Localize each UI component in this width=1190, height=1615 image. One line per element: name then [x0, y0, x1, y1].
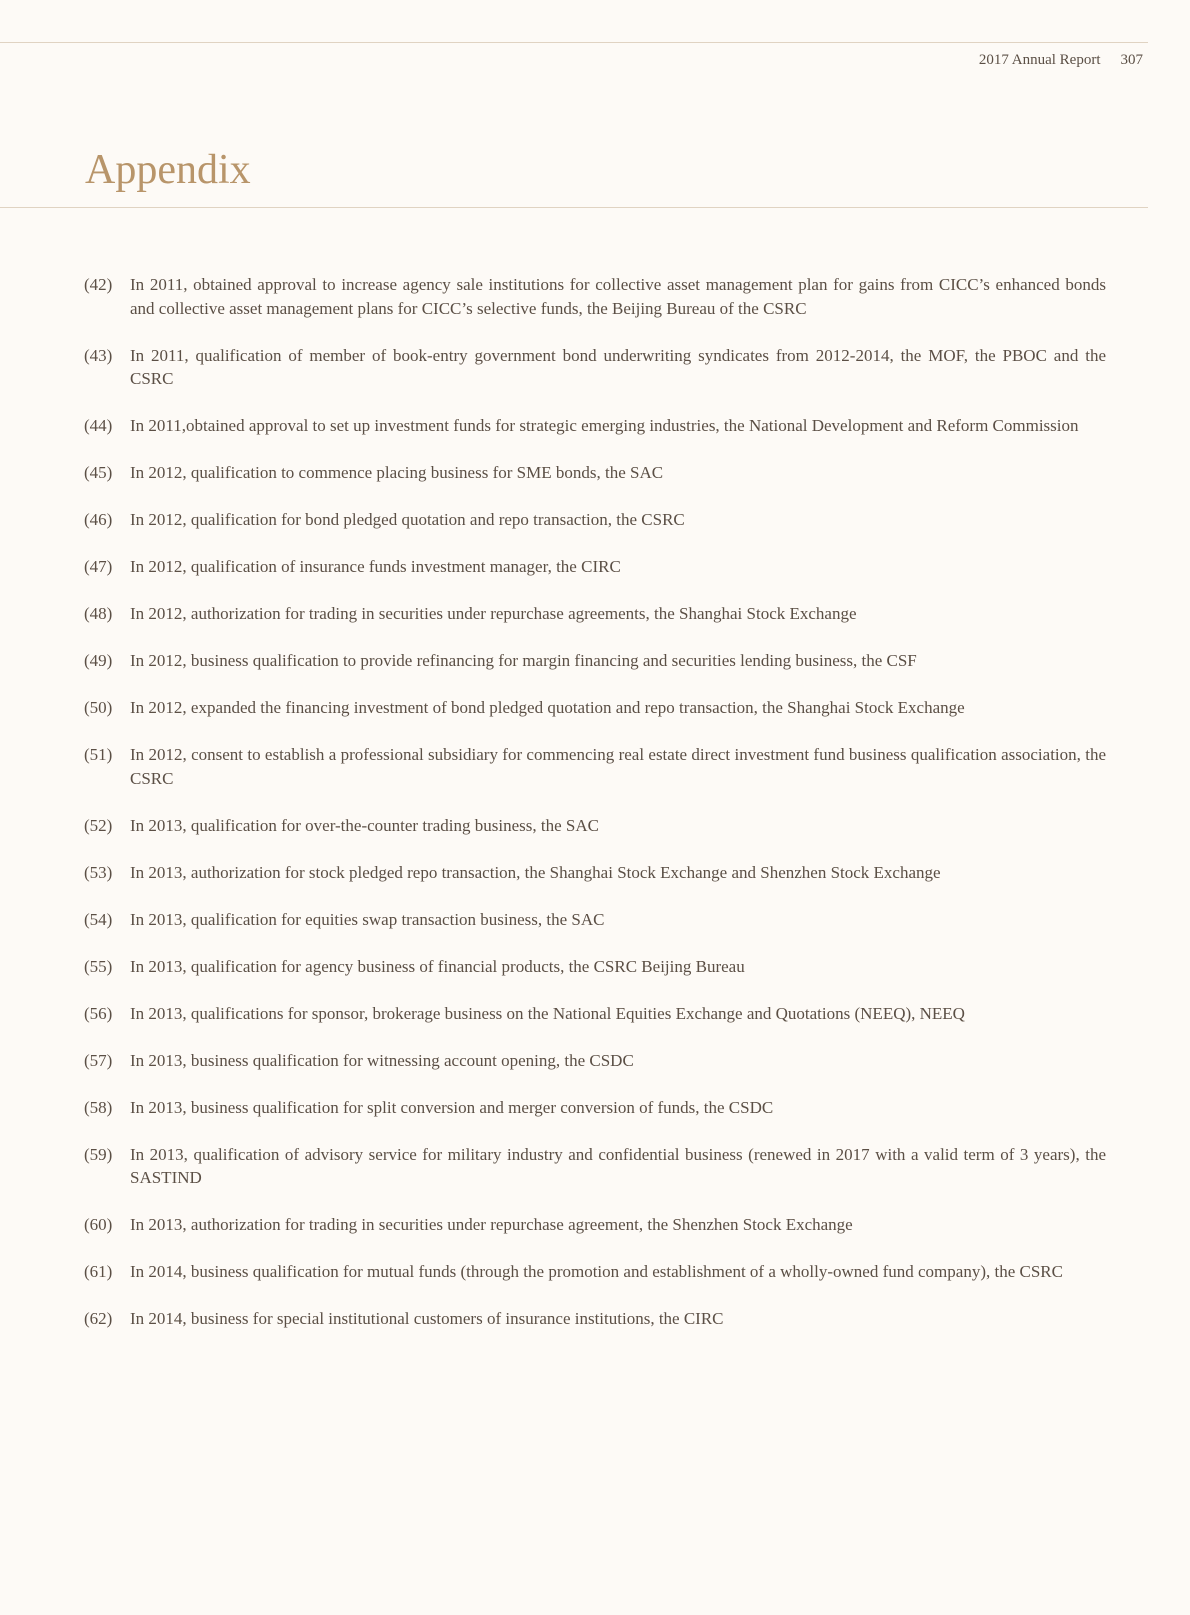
list-item	[84, 696, 1106, 720]
item-text: In 2013, qualification for equities swap transaction business, the SAC	[130, 909, 605, 929]
list-item	[84, 1096, 1106, 1120]
item-number: (52)	[84, 815, 113, 835]
item-number: (58)	[84, 1097, 113, 1117]
qualification-list	[84, 273, 1106, 1354]
item-text: In 2011, qualification of member of book-entry government bond underwriting syndicates from 2012-2014, the MOF, the PBOC and the CSRC	[130, 345, 1106, 388]
item-number: (50)	[84, 698, 113, 717]
item-text: In 2012, consent to establish a professional subsidiary for commencing real estate direct investment fund business qualification association, the CSRC	[130, 745, 1106, 788]
item-number: (44)	[84, 416, 113, 435]
list-item	[84, 649, 1106, 673]
list-item	[84, 1213, 1106, 1237]
page-title: Appendix	[85, 147, 251, 193]
item-text: In 2012, qualification of insurance funds investment manager, the CIRC	[130, 557, 621, 576]
item-text: In 2012, qualification to commence placing business for SME bonds, the SAC	[130, 463, 664, 482]
page-header	[959, 52, 1143, 69]
item-text: In 2012, business qualification to provide refinancing for margin financing and securities lending business, the CSF	[130, 651, 917, 670]
list-item	[84, 273, 1106, 320]
item-text: In 2013, business qualification for witnessing account opening, the CSDC	[130, 1050, 634, 1070]
item-text: In 2012, qualification for bond pledged quotation and repo transaction, the CSRC	[130, 510, 685, 529]
list-item	[84, 1002, 1106, 1026]
item-text: In 2013, authorization for trading in securities under repurchase agreement, the Shenzhen Stock Exchange	[130, 1215, 853, 1234]
item-number: (59)	[84, 1144, 113, 1164]
item-text: In 2011, obtained approval to increase agency sale institutions for collective asset management plan for gains from CICC’s enhanced bonds and collective asset management plans for CICC’s selective funds, the Beijing Bureau of the CSRC	[130, 275, 1106, 318]
list-item	[84, 1307, 1106, 1331]
list-item	[84, 344, 1106, 391]
item-text: In 2012, authorization for trading in securities under repurchase agreements, the Shanghai Stock Exchange	[130, 604, 857, 623]
list-item	[84, 414, 1106, 438]
item-number: (62)	[84, 1309, 113, 1328]
item-text: In 2014, business qualification for mutual funds (through the promotion and establishment of a wholly-owned fund company), the CSRC	[130, 1262, 1063, 1281]
item-number: (47)	[84, 557, 113, 576]
item-number: (60)	[84, 1215, 113, 1234]
list-item	[84, 1260, 1106, 1284]
list-item	[84, 1049, 1106, 1073]
item-text: In 2013, qualification for agency business of financial products, the CSRC Beijing Bureau	[130, 956, 745, 976]
list-item	[84, 461, 1106, 485]
list-item	[84, 861, 1106, 885]
title-rule	[0, 207, 1148, 208]
item-number: (55)	[84, 956, 113, 976]
item-number: (45)	[84, 463, 113, 482]
item-text: In 2013, qualification for over-the-counter trading business, the SAC	[130, 815, 599, 835]
item-number: (56)	[84, 1003, 113, 1023]
item-text: In 2013, qualifications for sponsor, brokerage business on the National Equities Exchange and Quotations (NEEQ), NEEQ	[130, 1003, 965, 1023]
item-text: In 2013, business qualification for split conversion and merger conversion of funds, the CSDC	[130, 1097, 774, 1117]
item-text: In 2013, qualification of advisory service for military industry and confidential business (renewed in 2017 with a valid term of 3 years), the SASTIND	[130, 1144, 1106, 1187]
item-number: (51)	[84, 745, 113, 764]
item-text: In 2012, expanded the financing investment of bond pledged quotation and repo transaction, the Shanghai Stock Exchange	[130, 698, 965, 717]
item-number: (49)	[84, 651, 113, 670]
item-text: In 2011,obtained approval to set up investment funds for strategic emerging industries, the National Development and Reform Commission	[130, 416, 1079, 435]
list-item	[84, 743, 1106, 790]
list-item	[84, 955, 1106, 979]
list-item	[84, 1143, 1106, 1190]
item-number: (61)	[84, 1262, 113, 1281]
item-number: (48)	[84, 604, 113, 623]
header-rule	[0, 42, 1148, 43]
item-number: (53)	[84, 862, 113, 882]
item-number: (54)	[84, 909, 113, 929]
item-number: (43)	[84, 345, 113, 365]
page-number: 307	[1120, 52, 1143, 68]
report-title: 2017 Annual Report	[978, 52, 1101, 68]
list-item	[84, 602, 1106, 626]
list-item	[84, 508, 1106, 532]
item-number: (57)	[84, 1050, 113, 1070]
list-item	[84, 814, 1106, 838]
item-text: In 2013, authorization for stock pledged repo transaction, the Shanghai Stock Exchange and Shenzhen Stock Exchange	[130, 862, 941, 882]
item-number: (42)	[84, 275, 113, 294]
list-item	[84, 908, 1106, 932]
item-number: (46)	[84, 510, 113, 529]
item-text: In 2014, business for special institutional customers of insurance institutions, the CIRC	[130, 1309, 724, 1328]
list-item	[84, 555, 1106, 579]
